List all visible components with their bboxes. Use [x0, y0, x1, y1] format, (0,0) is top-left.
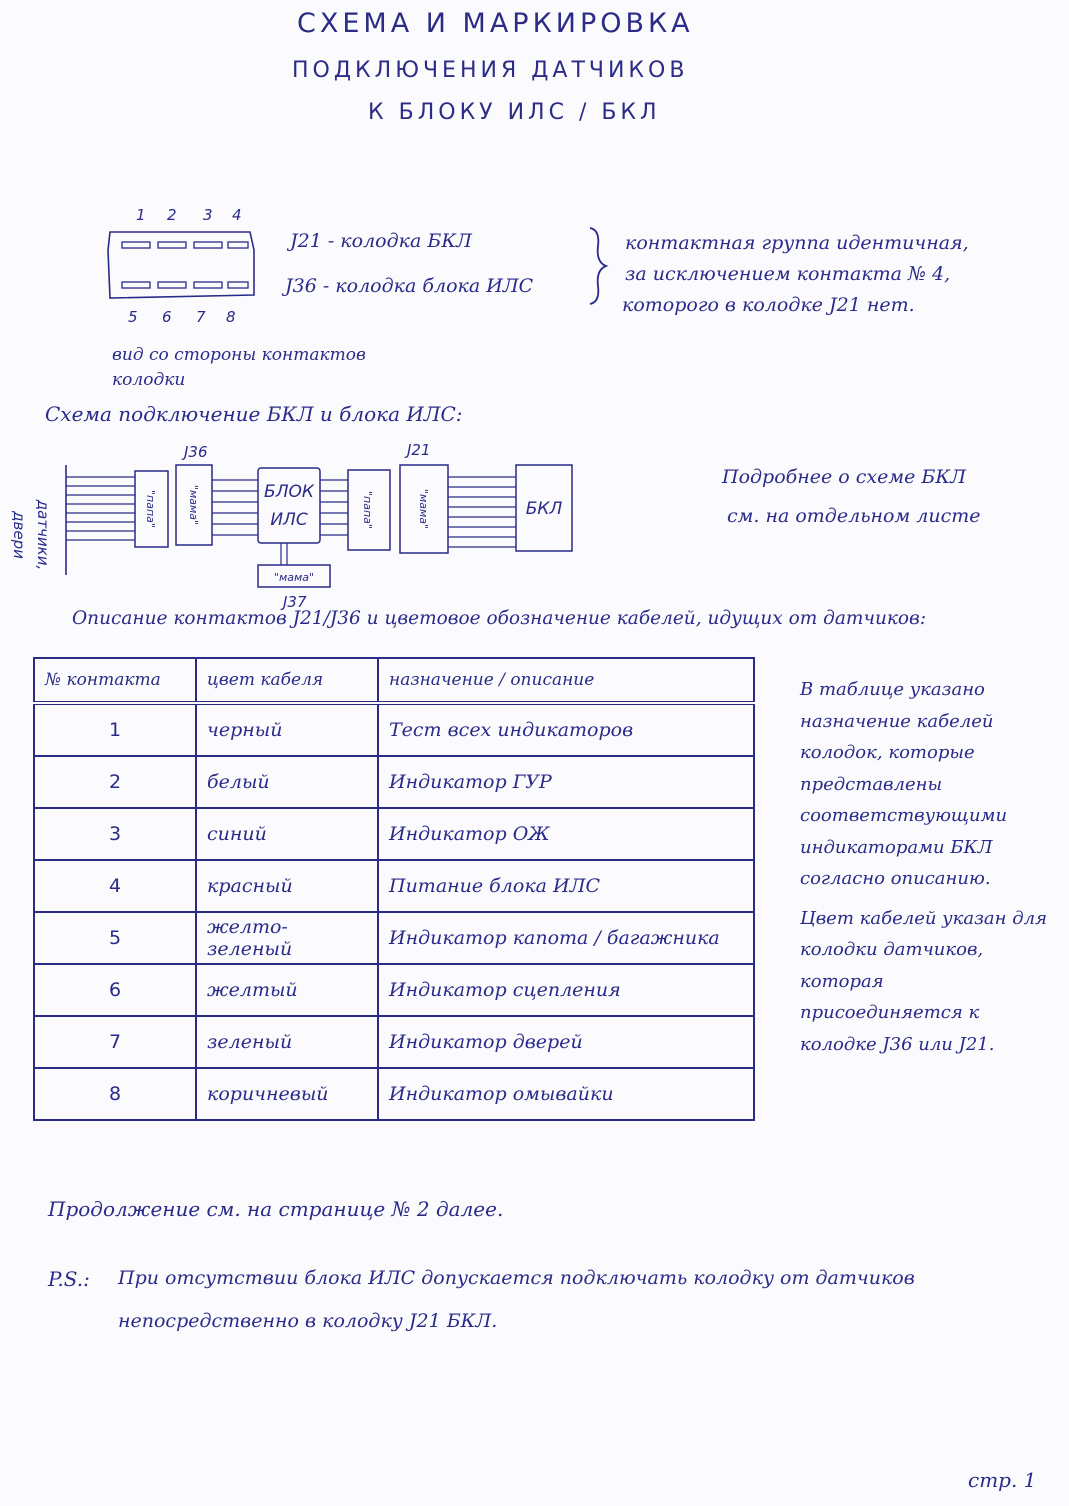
continued-note: Продолжение см. на странице № 2 далее. — [48, 1197, 504, 1221]
pin-number: 3 — [34, 808, 196, 860]
cable-color: красный — [196, 860, 378, 912]
connector-papa-2: "папа" — [361, 491, 374, 529]
table-row — [34, 912, 754, 964]
pin-number: 5 — [34, 912, 196, 964]
table-row — [34, 703, 754, 756]
table-row — [34, 964, 754, 1016]
pin-5-label: 5 — [128, 308, 138, 326]
brace-note-3: которого в колодке J21 нет. — [622, 294, 915, 316]
pin-description: Тест всех индикаторов — [378, 703, 754, 756]
brace-note-2: за исключением контакта № 4, — [625, 263, 951, 285]
connector-mama-3: "мама" — [273, 571, 315, 584]
bkl-box-label: БКЛ — [525, 499, 563, 519]
bkl-side-note-2: см. на отдельном листе — [727, 505, 981, 527]
pin-description: Индикатор ГУР — [378, 756, 754, 808]
sensors-label-1: датчики, — [34, 499, 52, 571]
table-heading: Описание контактов J21/J36 и цветовое обозначение кабелей, идущих от датчиков: — [72, 608, 927, 629]
pin-number: 7 — [34, 1016, 196, 1068]
j21-label: J21 - колодка БКЛ — [290, 230, 472, 252]
header-description: назначение / описание — [378, 658, 754, 703]
pin-6-label: 6 — [162, 308, 172, 326]
connector-mama-1: "мама" — [187, 484, 200, 526]
pin-7-label: 7 — [196, 308, 206, 326]
block-ils-line-1: БЛОК — [264, 482, 314, 502]
pin-3-label: 3 — [203, 206, 213, 224]
pin-description: Индикатор капота / багажника — [378, 912, 754, 964]
pin-description: Индикатор ОЖ — [378, 808, 754, 860]
pin-description: Индикатор сцепления — [378, 964, 754, 1016]
table-row — [34, 1068, 754, 1120]
table-header-row — [34, 658, 754, 703]
j21-top-label: J21 — [407, 441, 431, 459]
pin-description: Индикатор дверей — [378, 1016, 754, 1068]
connector-caption-1: вид со стороны контактов — [112, 345, 366, 365]
title-line-1: СХЕМА И МАРКИРОВКА — [297, 8, 694, 39]
ps-line-1: При отсутствии блока ИЛС допускается подключать колодку от датчиков — [118, 1267, 915, 1289]
ps-line-2: непосредственно в колодку J21 БКЛ. — [118, 1310, 498, 1332]
table-row — [34, 860, 754, 912]
table-side-notes — [800, 674, 1050, 1068]
block-ils-line-2: ИЛС — [270, 510, 308, 530]
pin-2-label: 2 — [167, 206, 177, 224]
pin-description: Индикатор омывайки — [378, 1068, 754, 1120]
side-note-1: В таблице указано назначение кабелей колодок, которые представлены соответствующими индикаторами БКЛ согласно описанию. — [800, 679, 1008, 889]
sensors-label-2: двери — [10, 511, 28, 559]
pin-number: 4 — [34, 860, 196, 912]
connector-diagram — [100, 200, 270, 330]
pin-8-label: 8 — [226, 308, 236, 326]
wiring-diagram — [0, 435, 600, 610]
j36-top-label: J36 — [184, 443, 208, 461]
pin-number: 2 — [34, 756, 196, 808]
header-cable-color: цвет кабеля — [196, 658, 378, 703]
pin-1-label: 1 — [136, 206, 146, 224]
brace — [586, 226, 610, 306]
table-row — [34, 808, 754, 860]
ps-label: P.S.: — [48, 1267, 90, 1291]
table-row — [34, 1016, 754, 1068]
j37-label: J37 — [283, 593, 307, 610]
cable-color: черный — [196, 703, 378, 756]
page-number: стр. 1 — [968, 1468, 1037, 1492]
header-pin-number: № контакта — [45, 670, 161, 690]
pin-number: 8 — [34, 1068, 196, 1120]
pin-number: 1 — [34, 703, 196, 756]
pin-description: Питание блока ИЛС — [378, 860, 754, 912]
cable-color: коричневый — [196, 1068, 378, 1120]
cable-color: белый — [196, 756, 378, 808]
title-line-2: ПОДКЛЮЧЕНИЯ ДАТЧИКОВ — [292, 58, 689, 83]
pin-4-label: 4 — [232, 206, 242, 224]
connector-papa-1: "папа" — [144, 490, 157, 528]
side-note-2: Цвет кабелей указан для колодки датчиков, которая присоединяется к колодке J36 или J21. — [800, 907, 1047, 1055]
j36-label: J36 - колодка блока ИЛС — [285, 275, 534, 297]
title-line-3: К БЛОКУ ИЛС / БКЛ — [368, 100, 661, 125]
cable-color: зеленый — [196, 1016, 378, 1068]
pins-table — [33, 657, 755, 1121]
pin-number: 6 — [34, 964, 196, 1016]
bkl-side-note-1: Подробнее о схеме БКЛ — [722, 466, 966, 488]
cable-color: желто-зеленый — [196, 912, 378, 964]
cable-color: синий — [196, 808, 378, 860]
wiring-heading: Схема подключение БКЛ и блока ИЛС: — [45, 402, 463, 426]
table-row — [34, 756, 754, 808]
brace-note-1: контактная группа идентичная, — [625, 232, 969, 254]
connector-caption-2: колодки — [112, 370, 186, 390]
connector-mama-2: "мама" — [417, 488, 430, 530]
cable-color: желтый — [196, 964, 378, 1016]
